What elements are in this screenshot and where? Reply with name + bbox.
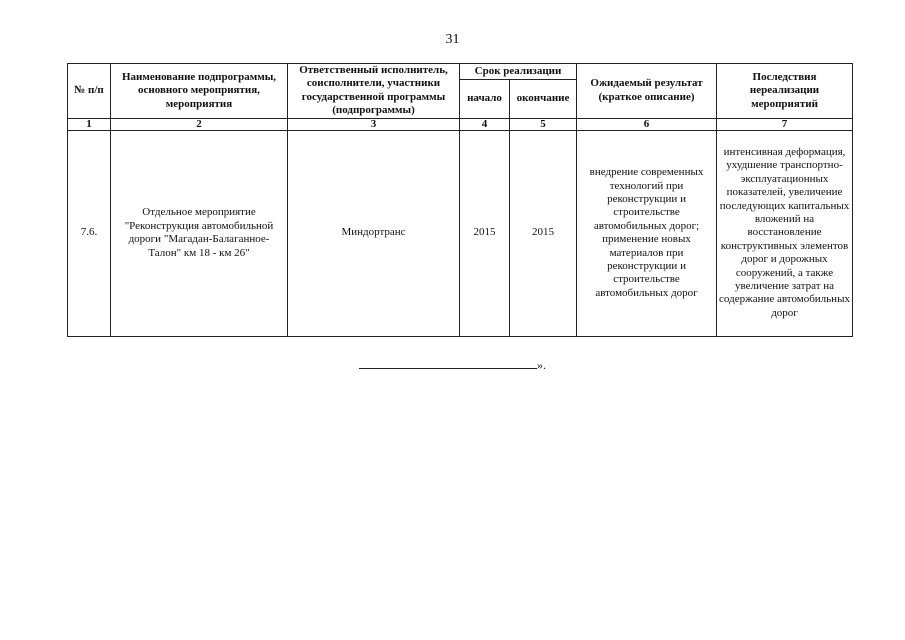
page-number: 31 (445, 32, 460, 47)
row-end: 2015 (510, 130, 577, 336)
column-numbers-row (68, 118, 853, 130)
row-num: 7.6. (68, 130, 111, 336)
header-start: начало (460, 79, 510, 118)
closing-line (0, 358, 905, 373)
column-number: 6 (577, 118, 717, 130)
column-number: 5 (510, 118, 577, 130)
header-period: Срок реализации (460, 64, 577, 80)
column-number: 7 (717, 118, 853, 130)
activities-table (67, 63, 853, 337)
header-result: Ожидаемый результат (краткое описание) (577, 64, 717, 119)
row-start: 2015 (460, 130, 510, 336)
column-number: 2 (111, 118, 288, 130)
header-end: окончание (510, 79, 577, 118)
header-responsible: Ответственный исполнитель, соисполнители, участники государственной программы (подпрограммы) (288, 64, 460, 119)
table-row (68, 130, 853, 336)
header-num: № п/п (68, 64, 111, 119)
row-result: внедрение современных технологий при реконструкции и строительстве автомобильных дорог; применение новых материалов при реконструкции и строительстве автомобильных дорог (577, 130, 717, 336)
row-consequences: интенсивная деформация, ухудшение транспортно-эксплуатационных показателей, увеличение последующих капитальных вложений на восстановление конструктивных элементов дорог и дорожных сооружений, а также увеличение затрат на содержание автомобильных дорог (717, 130, 853, 336)
header-name: Наименование подпрограммы, основного мероприятия, мероприятия (111, 64, 288, 119)
column-number: 3 (288, 118, 460, 130)
closing-rule (359, 359, 537, 369)
row-name: Отдельное мероприятие "Реконструкция автомобильной дороги "Магадан-Балаганное-Талон" км 18 - км 26" (111, 130, 288, 336)
column-number: 4 (460, 118, 510, 130)
closing-mark: ». (537, 358, 546, 372)
header-consequences: Последствия нереализации мероприятий (717, 64, 853, 119)
row-responsible: Миндортранс (288, 130, 460, 336)
column-number: 1 (68, 118, 111, 130)
